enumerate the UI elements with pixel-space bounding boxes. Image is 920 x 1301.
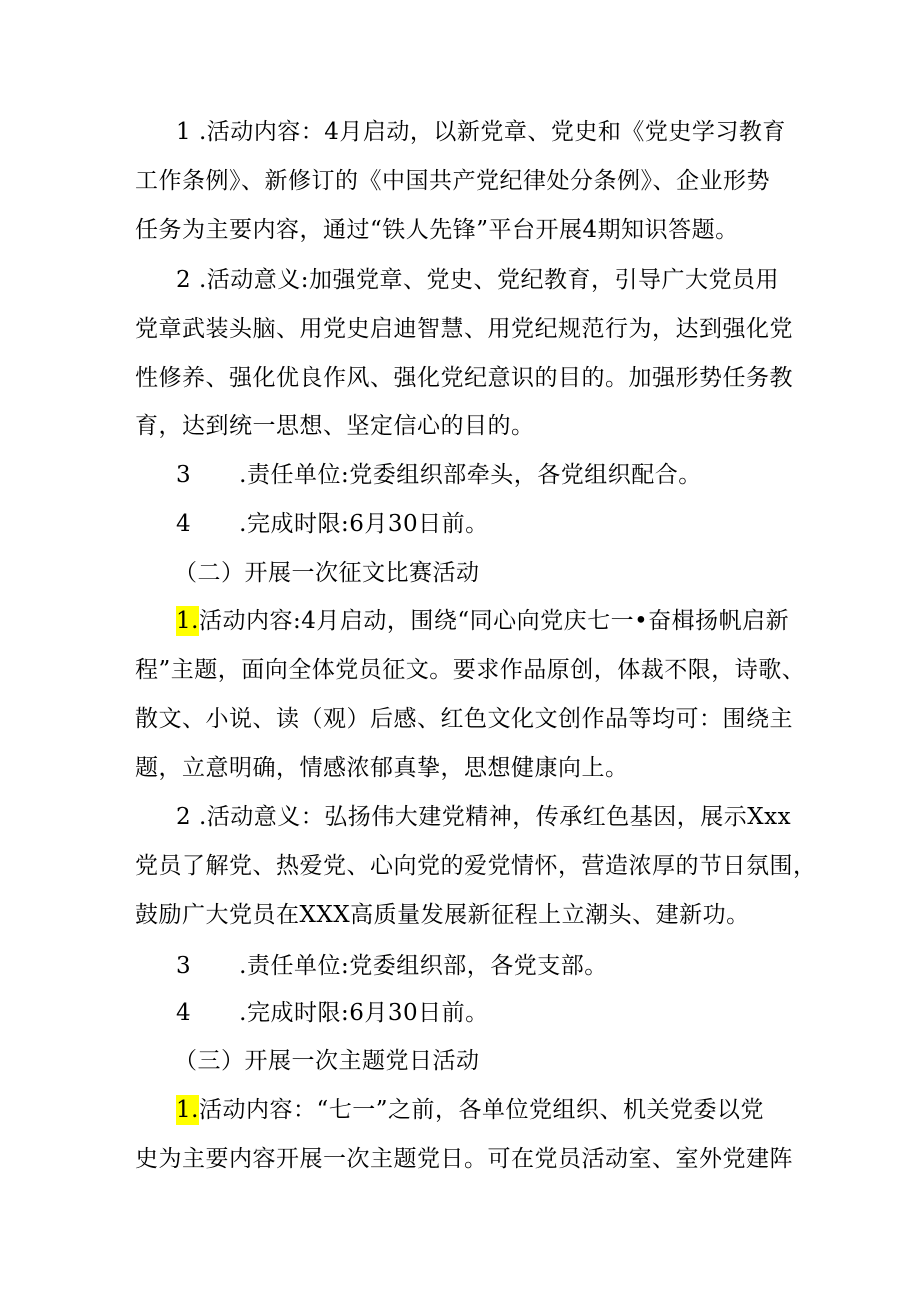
item-number: 1 <box>176 119 192 145</box>
paragraph-text: .完成时限:6月30日前。 <box>239 511 489 537</box>
item-number: 4 <box>176 511 192 537</box>
paragraph-line: 党员了解党、热爱党、心向党的爱党情怀，营造浓厚的节日氛围， <box>135 853 817 879</box>
paragraph-line: 散文、小说、读（观）后感、红色文化文创作品等均可：围绕主 <box>135 706 793 732</box>
paragraph-line: 史为主要内容开展一次主题党日。可在党员活动室、室外党建阵 <box>135 1146 793 1172</box>
paragraph-line: 党章武装头脑、用党史启迪智慧、用党纪规范行为，达到强化党 <box>135 316 793 342</box>
item-number-highlighted: 1. <box>176 608 199 634</box>
item-number: 3 <box>176 462 192 488</box>
item-number: 3 <box>176 953 192 979</box>
paragraph-text: .完成时限:6月30日前。 <box>239 1000 489 1026</box>
paragraph-line <box>176 951 608 983</box>
paragraph-text: .责任单位:党委组织部，各党支部。 <box>239 953 608 979</box>
section-heading: （三）开展一次主题党日活动 <box>174 1048 480 1074</box>
item-number-highlighted: 1. <box>176 1097 199 1123</box>
item-number: 2 <box>176 267 192 293</box>
paragraph-line <box>176 117 786 149</box>
item-number: 4 <box>176 1000 192 1026</box>
paragraph-line <box>176 1095 764 1127</box>
section-heading: （二）开展一次征文比赛活动 <box>174 560 480 586</box>
paragraph-line: 题，立意明确，情感浓郁真挚，思想健康向上。 <box>135 755 629 781</box>
paragraph-line <box>176 606 789 638</box>
paragraph-text: 活动内容:4月启动，围绕“同心向党庆七一•奋楫扬帆启新 <box>198 608 790 634</box>
paragraph-text: .活动意义:加强党章、党史、党纪教育，引导广大党员用 <box>198 267 780 293</box>
paragraph-text: 活动内容：“七一”之前，各单位党组织、机关党委以党 <box>198 1097 764 1123</box>
paragraph-line: 性修养、强化优良作风、强化党纪意识的目的。加强形势任务教 <box>135 365 793 391</box>
item-number: 2 <box>176 804 192 830</box>
paragraph-line <box>176 998 489 1030</box>
paragraph-line <box>176 265 779 297</box>
paragraph-line: 育，达到统一思想、坚定信心的目的。 <box>135 413 535 439</box>
paragraph-line: 工作条例》、新修订的《中国共产党纪律处分条例》、企业形势 <box>135 168 770 194</box>
paragraph-text: .活动意义：弘扬伟大建党精神，传承红色基因，展示Xxx <box>198 804 792 830</box>
paragraph-text: .活动内容：4月启动，以新党章、党史和《党史学习教育 <box>198 119 786 145</box>
paragraph-line: 鼓励广大党员在XXX高质量发展新征程上立潮头、建新功。 <box>135 902 750 928</box>
paragraph-line <box>176 802 791 834</box>
paragraph-line <box>176 460 702 492</box>
paragraph-line <box>176 509 489 541</box>
paragraph-text: .责任单位:党委组织部牵头，各党组织配合。 <box>239 462 702 488</box>
paragraph-line: 程”主题，面向全体党员征文。要求作品原创，体裁不限，诗歌、 <box>135 657 806 683</box>
paragraph-line: 任务为主要内容，通过“铁人先锋”平台开展4期知识答题。 <box>135 217 739 243</box>
